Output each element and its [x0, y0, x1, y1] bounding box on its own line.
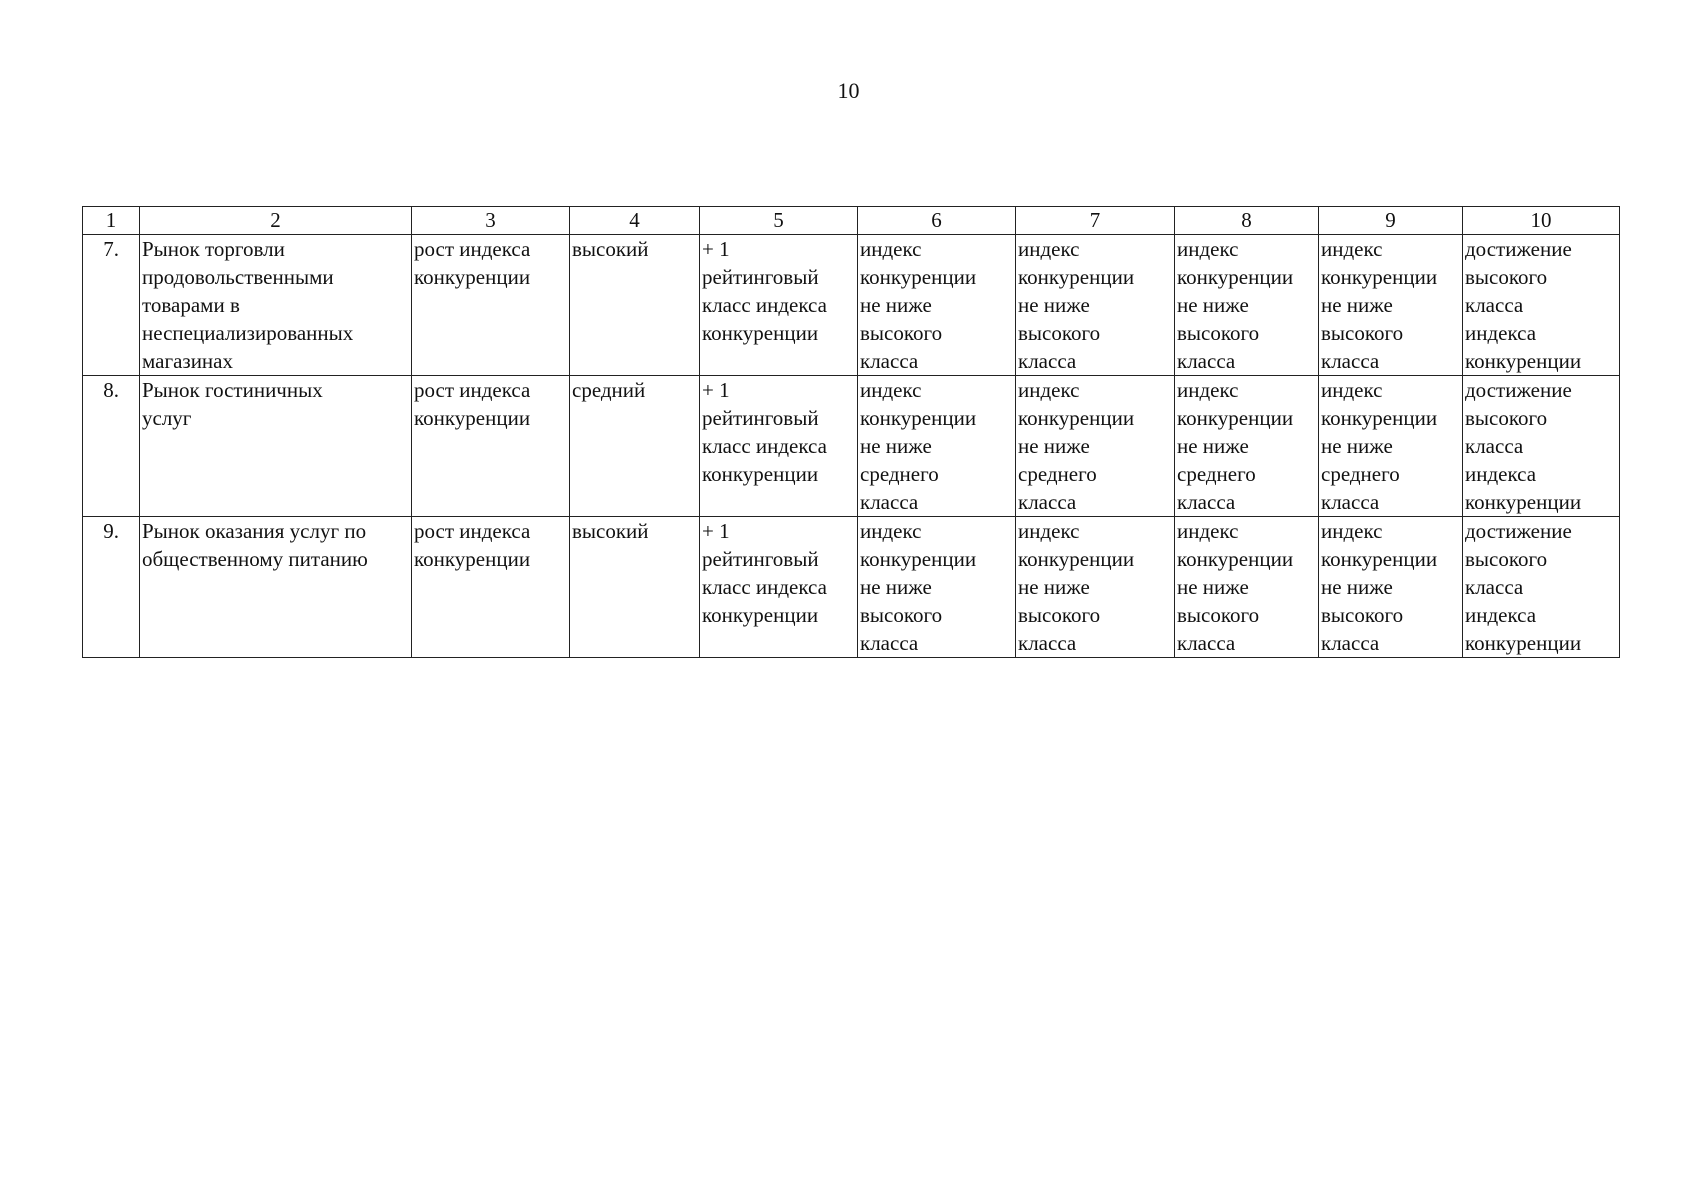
year-value-cell: индекс конкуренции не ниже среднего класса — [1319, 376, 1463, 517]
page-number: 10 — [837, 78, 860, 103]
column-header: 6 — [858, 207, 1016, 235]
column-header: 1 — [83, 207, 140, 235]
indicator-cell: рост индекса конкуренции — [412, 517, 570, 658]
row-number: 7. — [83, 235, 140, 376]
target-cell: + 1 рейтинговый класс индекса конкуренции — [700, 235, 858, 376]
level-cell: высокий — [570, 235, 700, 376]
year-value-cell: индекс конкуренции не ниже высокого класса — [1175, 517, 1319, 658]
table-row — [83, 517, 1620, 658]
column-header: 4 — [570, 207, 700, 235]
indicator-cell: рост индекса конкуренции — [412, 235, 570, 376]
competition-index-table — [82, 206, 1620, 658]
target-cell: + 1 рейтинговый класс индекса конкуренции — [700, 517, 858, 658]
column-header: 2 — [140, 207, 412, 235]
result-cell: достижение высокого класса индекса конкуренции — [1463, 376, 1620, 517]
year-value-cell: индекс конкуренции не ниже высокого класса — [1319, 235, 1463, 376]
column-header: 3 — [412, 207, 570, 235]
table-row — [83, 235, 1620, 376]
result-cell: достижение высокого класса индекса конкуренции — [1463, 235, 1620, 376]
column-header: 7 — [1016, 207, 1175, 235]
year-value-cell: индекс конкуренции не ниже среднего класса — [858, 376, 1016, 517]
indicator-cell: рост индекса конкуренции — [412, 376, 570, 517]
year-value-cell: индекс конкуренции не ниже высокого класса — [858, 517, 1016, 658]
column-header: 8 — [1175, 207, 1319, 235]
table-header-row — [83, 207, 1620, 235]
market-name: Рынок оказания услуг по общественному питанию — [140, 517, 412, 658]
column-header: 10 — [1463, 207, 1620, 235]
year-value-cell: индекс конкуренции не ниже высокого класса — [1016, 235, 1175, 376]
year-value-cell: индекс конкуренции не ниже высокого класса — [1016, 517, 1175, 658]
column-header: 9 — [1319, 207, 1463, 235]
row-number: 9. — [83, 517, 140, 658]
target-cell: + 1 рейтинговый класс индекса конкуренции — [700, 376, 858, 517]
year-value-cell: индекс конкуренции не ниже высокого класса — [1319, 517, 1463, 658]
level-cell: высокий — [570, 517, 700, 658]
year-value-cell: индекс конкуренции не ниже среднего класса — [1175, 376, 1319, 517]
table-row — [83, 376, 1620, 517]
column-header: 5 — [700, 207, 858, 235]
year-value-cell: индекс конкуренции не ниже высокого класса — [1175, 235, 1319, 376]
market-name: Рынок торговли продовольственными товарами в неспециализированных магазинах — [140, 235, 412, 376]
row-number: 8. — [83, 376, 140, 517]
level-cell: средний — [570, 376, 700, 517]
year-value-cell: индекс конкуренции не ниже высокого класса — [858, 235, 1016, 376]
year-value-cell: индекс конкуренции не ниже среднего класса — [1016, 376, 1175, 517]
market-name: Рынок гостиничных услуг — [140, 376, 412, 517]
result-cell: достижение высокого класса индекса конкуренции — [1463, 517, 1620, 658]
